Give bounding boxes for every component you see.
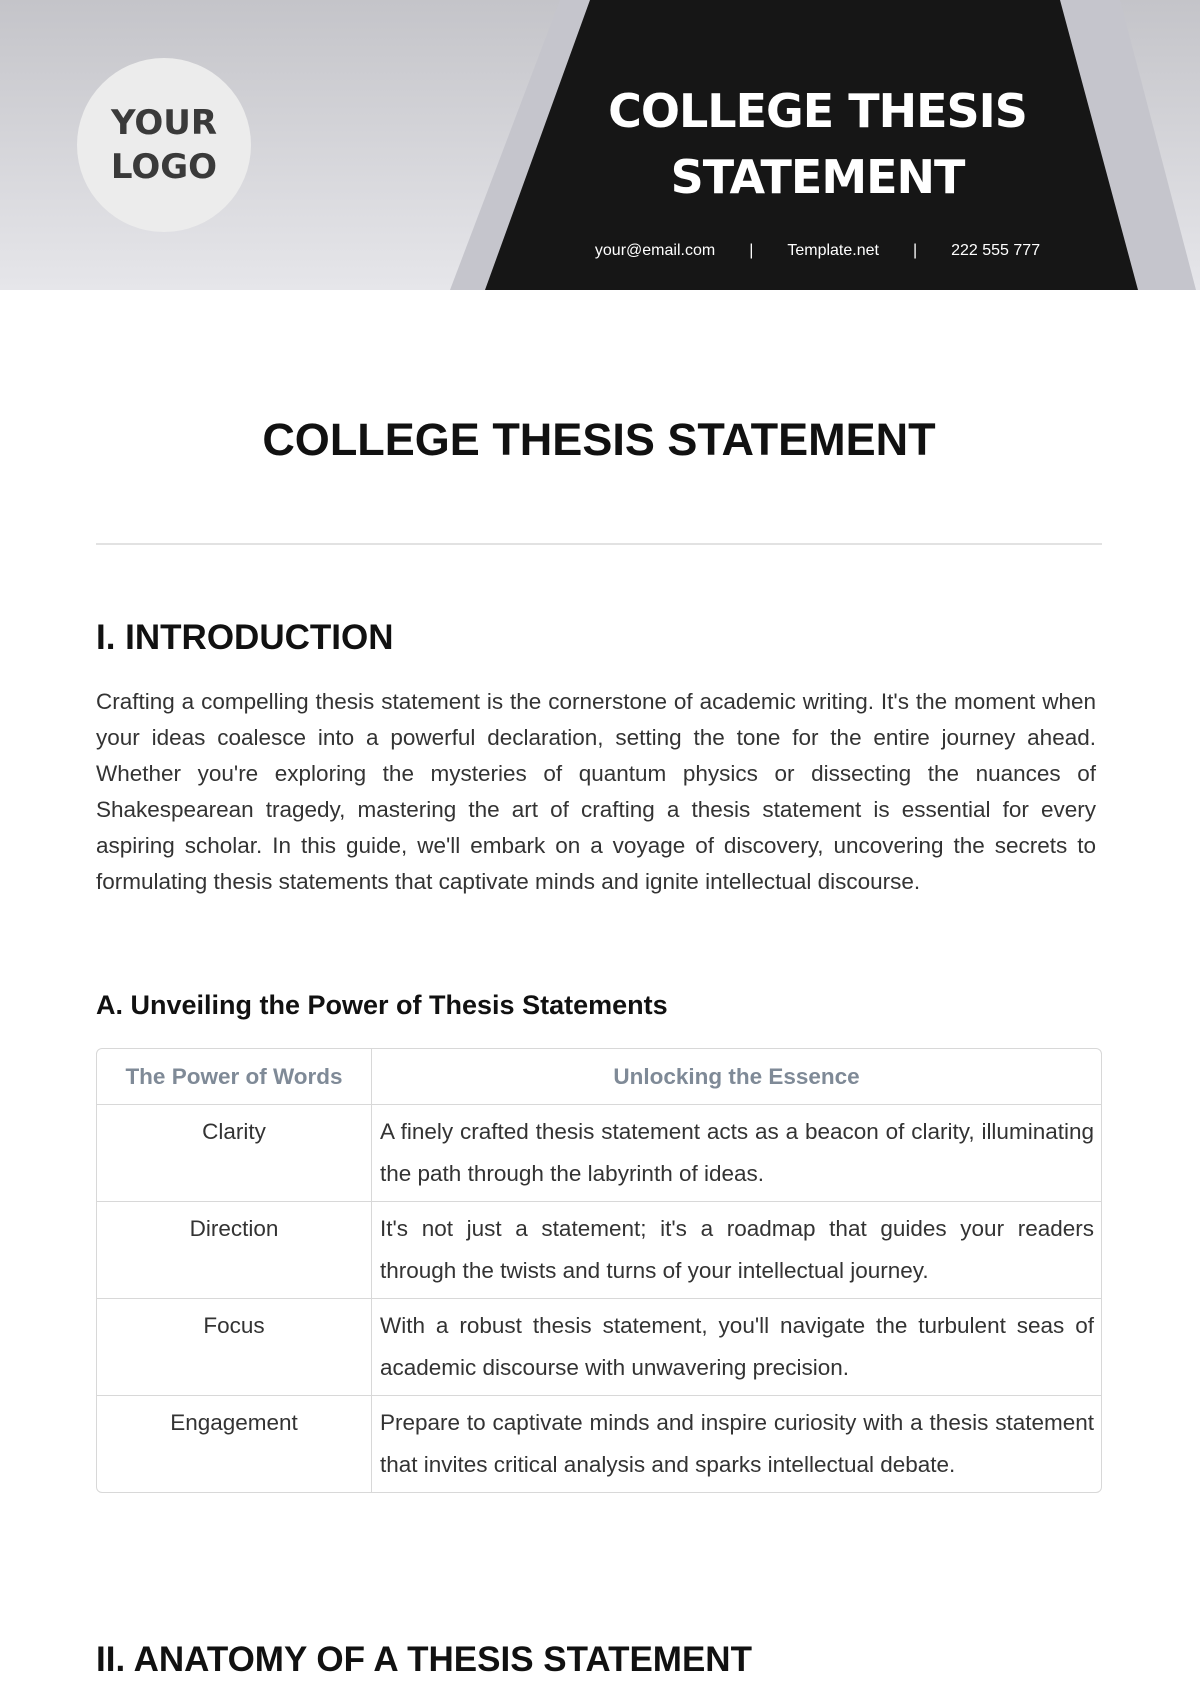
section-heading-introduction: I. INTRODUCTION	[96, 618, 394, 657]
table-row	[97, 1105, 1101, 1202]
table-cell-term: Engagement	[97, 1396, 372, 1492]
table-cell-description: Prepare to captivate minds and inspire curiosity with a thesis statement that invites critical analysis and sparks intellectual debate.	[380, 1410, 1094, 1477]
table-cell-description: A finely crafted thesis statement acts as a beacon of clarity, illuminating the path through the labyrinth of ideas.	[372, 1105, 1101, 1202]
logo-placeholder	[77, 58, 251, 232]
table-row	[97, 1396, 1101, 1492]
contact-separator: |	[749, 242, 754, 259]
subsection-heading: A. Unveiling the Power of Thesis Statements	[96, 990, 668, 1020]
table-cell-description: With a robust thesis statement, you'll navigate the turbulent seas of academic discourse with unwavering precision.	[372, 1299, 1101, 1396]
table-header-cell: The Power of Words	[97, 1049, 372, 1105]
introduction-paragraph: Crafting a compelling thesis statement is the cornerstone of academic writing. It's the moment when your ideas coalesce into a powerful declaration, setting the tone for the entire journey ahead. Whether you're exploring the mysteries of quantum physics or dissecting the nuances of Shakespearean tragedy, mastering the art of crafting a thesis statement is essential for every aspiring scholar. In this guide, we'll embark on a voyage of discovery, uncovering the secrets to formulating thesis statements that captivate minds and ignite intellectual discourse.	[96, 689, 1096, 894]
logo-text: YOUR LOGO	[110, 103, 218, 187]
contact-separator: |	[912, 242, 918, 259]
table-cell-term: Direction	[97, 1202, 372, 1299]
banner-title: COLLEGE THESIS STATEMENT	[608, 84, 1027, 204]
title-divider	[96, 543, 1102, 545]
contact-website[interactable]: Template.net	[787, 242, 879, 259]
contact-bar	[560, 242, 1075, 260]
table-cell-description: It's not just a statement; it's a roadmap that guides your readers through the twists and turns of your intellectual journey.	[372, 1202, 1101, 1299]
contact-email[interactable]: your@email.com	[594, 242, 716, 259]
table-header-row	[97, 1049, 1101, 1105]
table-header-cell: Unlocking the Essence	[372, 1049, 1101, 1105]
power-of-words-table	[96, 1048, 1102, 1493]
table-row	[97, 1202, 1101, 1299]
table-cell-term: Clarity	[97, 1105, 372, 1202]
table-row	[97, 1299, 1101, 1396]
table-cell-term: Focus	[97, 1299, 372, 1396]
contact-phone: 222 555 777	[951, 242, 1041, 259]
document-title: COLLEGE THESIS STATEMENT	[262, 414, 936, 465]
section-heading-anatomy: II. ANATOMY OF A THESIS STATEMENT	[96, 1640, 752, 1679]
